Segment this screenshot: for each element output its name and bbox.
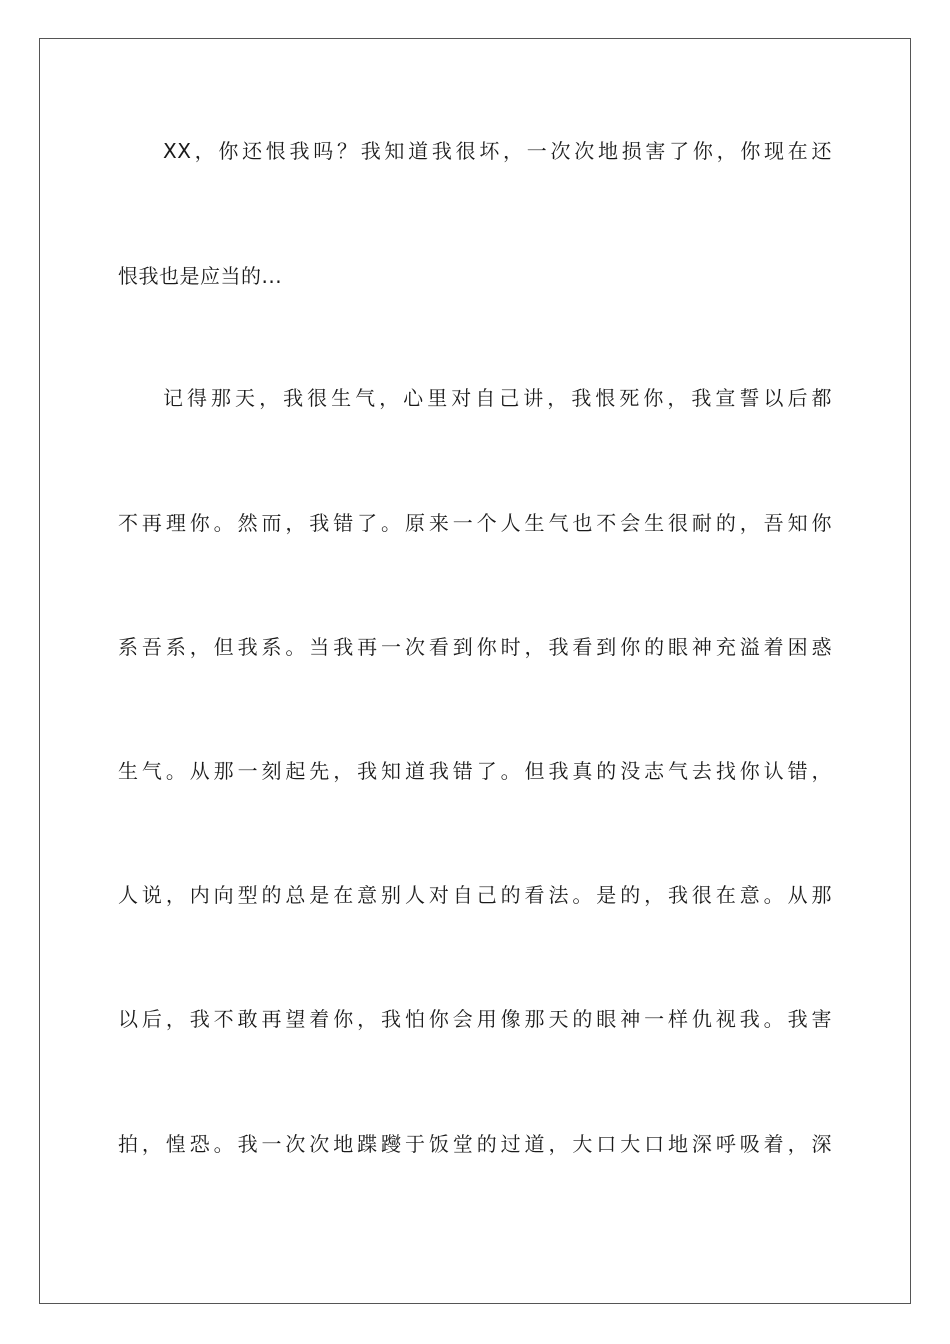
- paragraph-2-line-6: 以后，我不敢再望着你，我怕你会用像那天的眼神一样仇视我。我害: [118, 1007, 832, 1031]
- paragraph-2-line-3: 系吾系，但我系。当我再一次看到你时，我看到你的眼神充溢着困惑: [118, 635, 832, 659]
- paragraph-1-line-2: 恨我也是应当的...: [118, 264, 283, 288]
- paragraph-2-line-7: 拍，惶恐。我一次次地蹀躞于饭堂的过道，大口大口地深呼吸着，深: [118, 1132, 832, 1156]
- paragraph-2-line-4: 生气。从那一刻起先，我知道我错了。但我真的没志气去找你认错，: [118, 759, 832, 783]
- page-frame: [39, 38, 911, 1304]
- paragraph-2-line-2: 不再理你。然而，我错了。原来一个人生气也不会生很耐的，吾知你: [118, 511, 832, 535]
- paragraph-1-line-1: XX，你还恨我吗？我知道我很坏，一次次地损害了你，你现在还: [163, 139, 832, 163]
- paragraph-2-line-5: 人说，内向型的总是在意别人对自己的看法。是的，我很在意。从那: [118, 883, 832, 907]
- paragraph-2-line-1: 记得那天，我很生气，心里对自己讲，我恨死你，我宣誓以后都: [163, 386, 832, 410]
